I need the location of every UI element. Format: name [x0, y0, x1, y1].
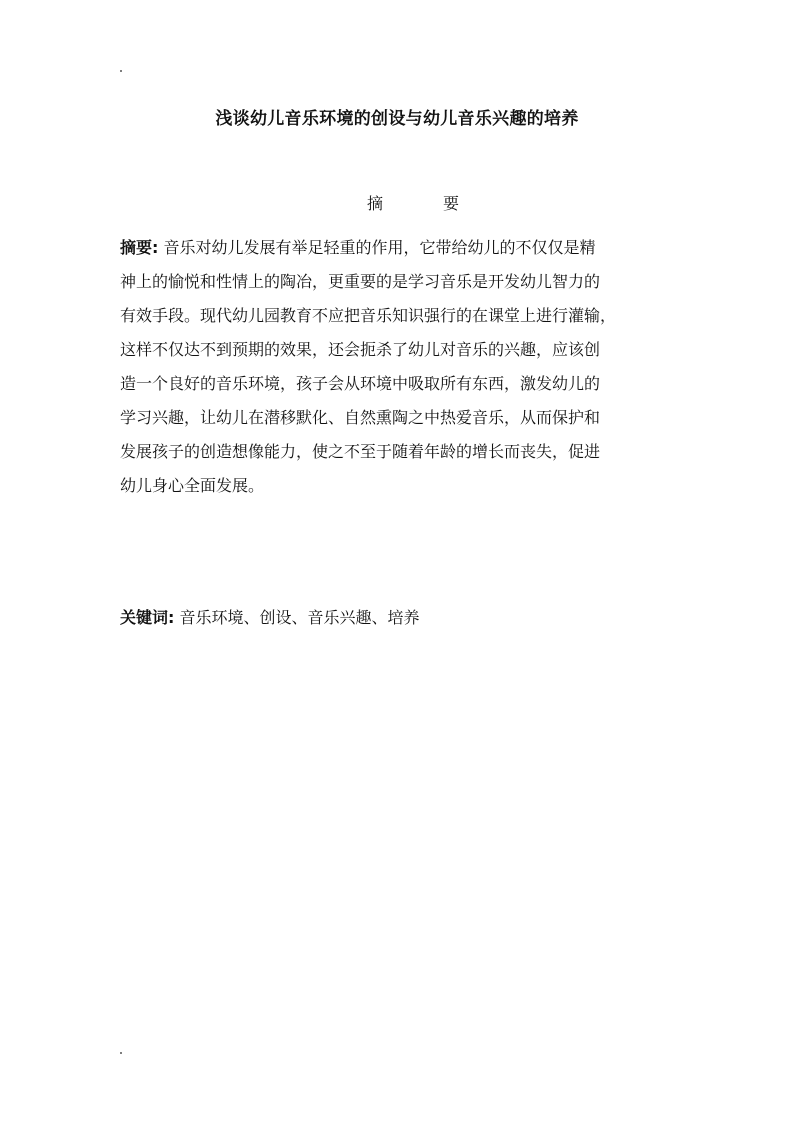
- keywords-label: 关键词:: [120, 608, 175, 627]
- page-corner-mark-top: [120, 70, 122, 72]
- abstract-label: 摘要:: [120, 238, 159, 257]
- keywords-line: [120, 605, 420, 628]
- abstract-body: [120, 231, 680, 503]
- document-title: 浅谈幼儿音乐环境的创设与幼儿音乐兴趣的培养: [215, 109, 579, 129]
- abstract-line-2: 神上的愉悦和性情上的陶冶，更重要的是学习音乐是开发幼儿智力的: [120, 272, 601, 291]
- abstract-heading: [367, 191, 459, 214]
- abstract-line-5: 造一个良好的音乐环境，孩子会从环境中吸取所有东西，激发幼儿的: [120, 374, 601, 393]
- abstract-line-1: [120, 231, 680, 265]
- abstract-line-1-text: 音乐对幼儿发展有举足轻重的作用，它带给幼儿的不仅仅是精: [158, 238, 596, 257]
- keywords-text: 音乐环境、创设、音乐兴趣、培养: [174, 608, 420, 627]
- abstract-heading-char-1: 摘: [367, 194, 384, 213]
- abstract-line-7: 发展孩子的创造想像能力，使之不至于随着年龄的增长而丧失，促进: [120, 442, 601, 461]
- abstract-line-3: 有效手段。现代幼儿园教育不应把音乐知识强行的在课堂上进行灌输，: [120, 306, 617, 325]
- abstract-line-8: 幼儿身心全面发展。: [120, 476, 265, 495]
- abstract-heading-char-2: 要: [443, 194, 460, 213]
- page-corner-mark-bottom: [120, 1052, 122, 1054]
- abstract-line-4: 这样不仅达不到预期的效果，还会扼杀了幼儿对音乐的兴趣，应该创: [120, 340, 601, 359]
- abstract-line-6: 学习兴趣，让幼儿在潜移默化、自然熏陶之中热爱音乐，从而保护和: [120, 408, 601, 427]
